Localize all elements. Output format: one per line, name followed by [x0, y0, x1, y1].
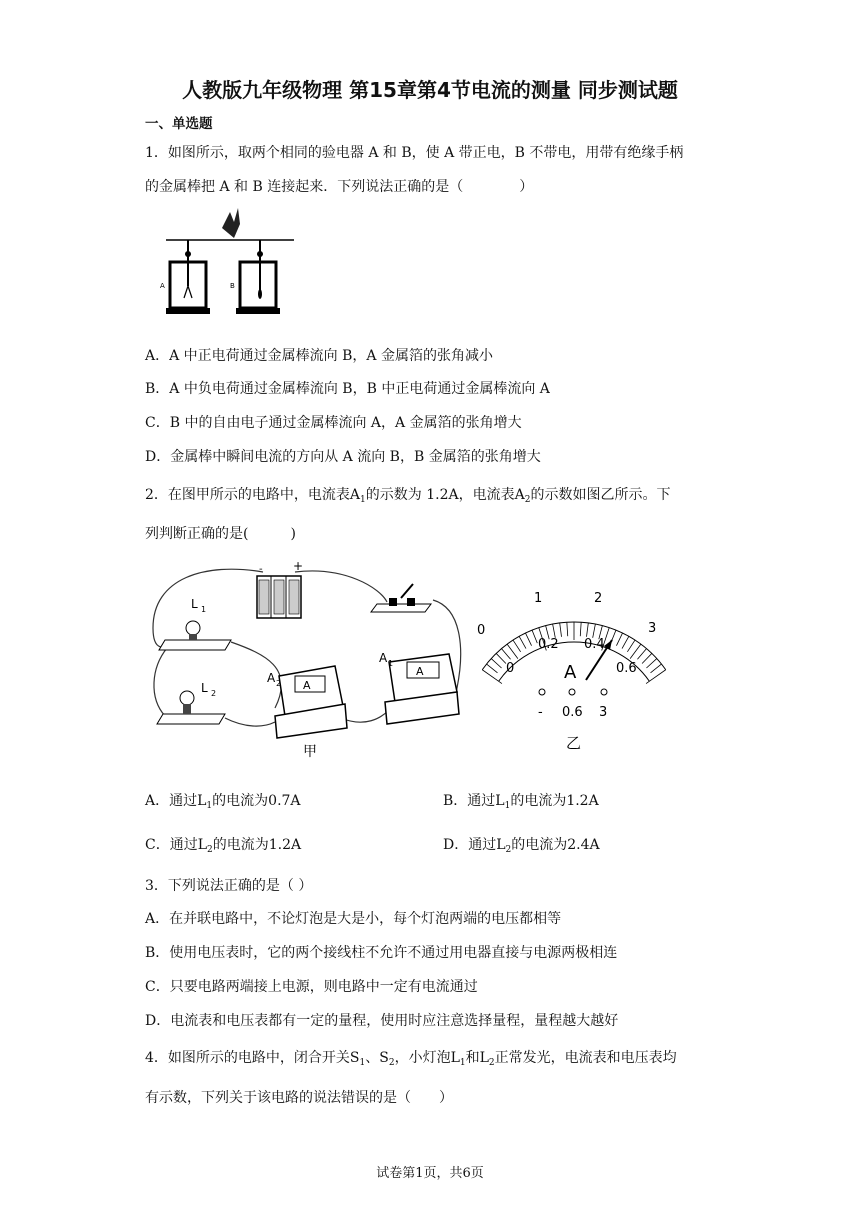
q1-stem-line2: 的金属棒把 A 和 B 连接起来．下列说法正确的是（ ） [145, 179, 534, 195]
svg-text:1: 1 [201, 605, 207, 614]
q2-ammeter-dial-figure [474, 584, 674, 754]
page-title: 人教版九年级物理 第15章第4节电流的测量 同步测试题 [182, 78, 678, 102]
upper-tick-3: 3 [648, 621, 657, 636]
section-heading: 一、单选题 [145, 116, 213, 132]
q2-stem-line1: 2．在图甲所示的电路中，电流表$A_1$的示数为 1.2A，电流表$A_2$的示数如图乙所示。下 [145, 487, 671, 505]
dial-tick [560, 623, 562, 637]
svg-text:+: + [293, 559, 304, 573]
dial-tick [622, 636, 629, 648]
q3-option-a: A．在并联电路中，不论灯泡是大是小，每个灯泡两端的电压都相等 [145, 911, 562, 927]
ammeter-symbol-1: $A_1$ [349, 487, 366, 505]
q2-option-a: A．通过$L_1$的电流为0.7A [145, 793, 301, 811]
svg-text:A: A [416, 665, 424, 678]
lamp-l1-icon [159, 597, 231, 650]
upper-tick-0: 0 [477, 623, 486, 638]
dial-tick [646, 659, 656, 668]
dial-tick [525, 633, 531, 646]
dial-tick [519, 636, 526, 648]
dial-tick [502, 649, 511, 660]
dial-tick [567, 622, 568, 636]
q2-stem-line2: 列判断正确的是( ) [145, 526, 296, 542]
terminal-3: 3 [599, 705, 608, 720]
q1-option-a: A．A 中正电荷通过金属棒流向 B，A 金属箔的张角减小 [145, 348, 493, 364]
dial-tick [553, 624, 556, 638]
dial-tick [580, 622, 581, 636]
q1-electroscope-figure [160, 202, 300, 320]
dial-tick [487, 664, 498, 673]
electroscope-label-b: B [230, 282, 235, 290]
battery-icon [257, 559, 303, 618]
meter-unit: A [564, 662, 577, 683]
dial-tick [532, 630, 537, 643]
q3-option-d: D．电流表和电压表都有一定的量程，使用时应注意选择量程，量程越大越好 [145, 1013, 619, 1029]
dial-tick [616, 633, 622, 646]
dial-tick [507, 644, 518, 658]
svg-text:L: L [201, 681, 208, 695]
dial-tick [496, 653, 506, 663]
terminal-minus: - [538, 705, 543, 720]
svg-text:A: A [303, 679, 311, 692]
upper-tick-1: 1 [534, 591, 543, 606]
q2-option-b: B．通过$L_1$的电流为1.2A [443, 793, 599, 811]
svg-text:2: 2 [276, 679, 282, 688]
dial-tick [646, 670, 666, 684]
ammeter-a1-icon [379, 651, 459, 724]
q4-stem-line2: 有示数，下列关于该电路的说法错误的是（ ） [145, 1090, 453, 1106]
q1-stem-line1: 1．如图所示，取两个相同的验电器 A 和 B，使 A 带正电，B 不带电，用带有绝缘手柄 [145, 145, 684, 161]
q1-option-c: C．B 中的自由电子通过金属棒流向 A，A 金属箔的张角增大 [145, 415, 522, 431]
lower-tick-2: 0.4 [584, 637, 605, 652]
svg-text:A: A [379, 651, 388, 665]
dial-tick [491, 659, 501, 668]
q3-stem: 3．下列说法正确的是（ ） [145, 878, 313, 894]
q3-option-b: B．使用电压表时，它的两个接线柱不允许不通过用电器直接与电源两极相连 [145, 945, 618, 961]
q2-circuit-figure [145, 558, 475, 762]
dial-tick [642, 653, 652, 663]
lamp-l2-icon [157, 681, 225, 724]
lower-tick-1: 0.2 [538, 637, 559, 652]
terminal-0-6: 0.6 [562, 705, 583, 720]
dial-tick [513, 640, 521, 652]
figure-caption-jia: 甲 [303, 744, 317, 760]
q2-option-c: C．通过$L_2$的电流为1.2A [145, 837, 302, 855]
lower-tick-3: 0.6 [616, 661, 637, 676]
ammeter-symbol-2: $A_2$ [514, 487, 531, 505]
svg-text:-: - [259, 564, 263, 575]
dial-tick [482, 670, 502, 684]
dial-tick [593, 624, 596, 638]
dial-tick [651, 664, 662, 673]
figure-caption-yi: 乙 [566, 734, 582, 752]
dial-tick [630, 644, 641, 658]
switch-icon [371, 584, 431, 612]
electroscope-label-a: A [160, 282, 165, 290]
q4-stem-line1: 4．如图所示的电路中，闭合开关$S_1$、$S_2$，小灯泡$L_1$和$L_2$正常发光，电流表和电压表均 [145, 1050, 677, 1068]
q1-option-d: D．金属棒中瞬间电流的方向从 A 流向 B，B 金属箔的张角增大 [145, 449, 541, 465]
dial-tick [637, 649, 646, 660]
ammeter-a2-icon [267, 666, 347, 738]
dial-tick [627, 640, 635, 652]
lower-tick-0: 0 [506, 661, 515, 676]
dial-tick [587, 623, 589, 637]
q1-option-b: B．A 中负电荷通过金属棒流向 B，B 中正电荷通过金属棒流向 A [145, 381, 550, 397]
svg-text:L: L [191, 597, 198, 611]
q2-option-d: D．通过$L_2$的电流为2.4A [443, 837, 600, 855]
upper-tick-2: 2 [594, 591, 603, 606]
svg-text:2: 2 [211, 689, 217, 698]
svg-text:A: A [267, 671, 276, 685]
svg-text:1: 1 [388, 659, 394, 668]
q3-option-c: C．只要电路两端接上电源，则电路中一定有电流通过 [145, 979, 478, 995]
page-footer: 试卷第1页，共6页 [376, 1166, 484, 1181]
